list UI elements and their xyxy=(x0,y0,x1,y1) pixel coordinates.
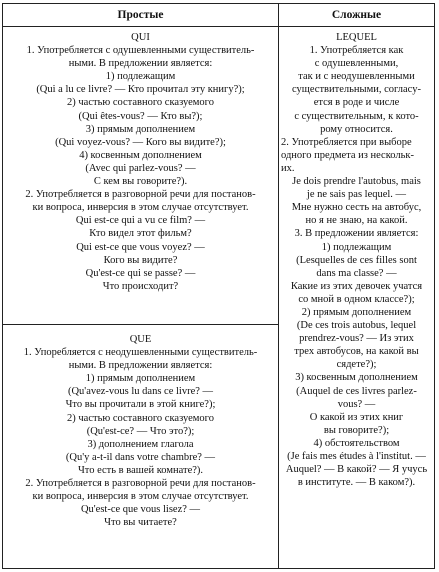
header-divider xyxy=(3,26,434,27)
text-line: (Qu'y a-t-il dans votre chambre? — xyxy=(65,451,216,463)
text-line: (Avec qui parlez-vous? — xyxy=(85,162,196,174)
text-line: 2) частью составного сказуемого xyxy=(67,97,214,109)
text-line: Что происходит? xyxy=(102,280,179,292)
text-line: 4) косвенным дополнением xyxy=(79,149,202,161)
section-lequel xyxy=(281,31,432,489)
text-line: 1. Употребляется как xyxy=(309,45,404,57)
text-line: Что вы прочитали в этой книге?); xyxy=(65,399,216,411)
text-line: Je dois prendre l'autobus, mais xyxy=(292,176,421,188)
text-line: Auquel? — В какой? — Я учусь xyxy=(285,464,428,476)
text-line: рому относится. xyxy=(320,123,393,135)
text-line: с одушевленными, xyxy=(314,58,399,70)
text-line: Qui est-ce qui a vu ce film? — xyxy=(75,215,206,227)
text-line: (Qu'est-ce? — Что это?); xyxy=(86,425,195,437)
header-complex: Сложные xyxy=(331,9,382,21)
text-line: С кем вы говорите?). xyxy=(93,176,188,188)
text-line: (Qu'avez-vous lu dans ce livre? — xyxy=(67,386,214,398)
section-title-qui: QUI xyxy=(131,32,150,43)
text-line: Кого вы видите? xyxy=(103,254,178,266)
text-line: ки вопроса, инверсия в этом случае отсутствует. xyxy=(32,202,249,214)
text-line: Qu'est-ce qui se passe? — xyxy=(85,267,196,279)
text-line: Что вы читаете? xyxy=(104,517,177,529)
text-line: существительными, согласу- xyxy=(292,84,421,96)
text-line: dans ma classe? — xyxy=(316,267,397,279)
text-line: 1. Употребляется с одушевленными существитель- xyxy=(26,45,255,57)
text-line: Какие из этих девочек учатся xyxy=(290,280,423,292)
text-line: 2) прямым дополнением xyxy=(301,306,412,318)
column-divider xyxy=(278,4,279,568)
text-line: но я не знаю, на какой. xyxy=(305,215,408,227)
text-line: Мне нужно сесть на автобус, xyxy=(291,202,422,214)
text-line: Qui est-ce que vous voyez? — xyxy=(76,241,205,253)
text-line: 1) подлежащим xyxy=(105,71,176,83)
section-divider xyxy=(3,324,278,325)
text-line: 1) прямым дополнением xyxy=(85,373,196,385)
text-line: Что есть в вашей комнате?). xyxy=(77,464,204,476)
text-line: 4) обстоятельством xyxy=(313,437,400,449)
section-qui xyxy=(5,31,276,293)
pronoun-table xyxy=(2,3,435,569)
text-line: в институте. — В каком?). xyxy=(297,477,416,489)
text-line: (Auquel de ces livres parlez- xyxy=(296,385,417,397)
text-line: 3) косвенным дополнением xyxy=(295,372,418,384)
text-line: (Qui êtes-vous? — Кто вы?); xyxy=(78,110,203,122)
text-line: 1) подлежащим xyxy=(321,241,392,253)
text-line: ными. В предложении является: xyxy=(68,360,213,372)
text-line: je ne sais pas lequel. — xyxy=(306,189,407,201)
text-line: трех автобусов, на какой вы xyxy=(294,346,419,358)
text-line: (Lesquelles de ces filles sont xyxy=(296,254,417,266)
text-line: их. xyxy=(281,162,295,174)
text-line: Qu'est-ce que vous lisez? — xyxy=(80,504,201,516)
text-line: vous? — xyxy=(337,398,376,410)
section-title-que: QUE xyxy=(129,334,152,345)
text-line: 2) частью составного сказуемого xyxy=(67,412,214,424)
text-line: со мной в одном классе?); xyxy=(298,293,415,305)
text-line: О какой из этих книг xyxy=(309,411,404,423)
text-line: (Qui voyez-vous? — Кого вы видите?); xyxy=(55,136,226,148)
text-line: ется в роде и числе xyxy=(313,97,400,109)
text-line: 3) дополнением глагола xyxy=(87,438,194,450)
section-title-lequel: LEQUEL xyxy=(336,32,377,43)
text-line: вы говорите?); xyxy=(323,424,390,436)
text-line: ки вопроса, инверсия в этом случае отсутствует. xyxy=(32,491,249,503)
text-line: с существительным, к кото- xyxy=(294,110,419,122)
text-line: 2. Употребляется в разговорной речи для постанов- xyxy=(25,478,256,490)
text-line: Кто видел этот фильм? xyxy=(89,228,192,240)
text-line: 3. В предложении является: xyxy=(294,228,419,240)
text-line: так и с неодушевленными xyxy=(298,71,415,83)
text-line: ными. В предложении является: xyxy=(68,58,213,70)
text-line: сядете?); xyxy=(336,359,377,371)
text-line: 2. Употребляется при выборе xyxy=(281,136,412,148)
text-line: (De ces trois autobus, lequel xyxy=(296,320,417,332)
header-simple: Простые xyxy=(117,9,164,21)
text-line: одного предмета из нескольк- xyxy=(281,149,415,161)
text-line: 3) прямым дополнением xyxy=(85,123,196,135)
text-line: 1. Упоребляется с неодушевленными существитель- xyxy=(23,347,258,359)
section-que xyxy=(5,333,276,529)
text-line: (Je fais mes études à l'institut. — xyxy=(287,451,426,462)
text-line: (Qui a lu ce livre? — Кто прочитал эту книгу?); xyxy=(36,84,245,96)
text-line: prendrez-vous? — Из этих xyxy=(299,333,414,345)
text-line: 2. Употребляется в разговорной речи для постанов- xyxy=(25,189,256,201)
